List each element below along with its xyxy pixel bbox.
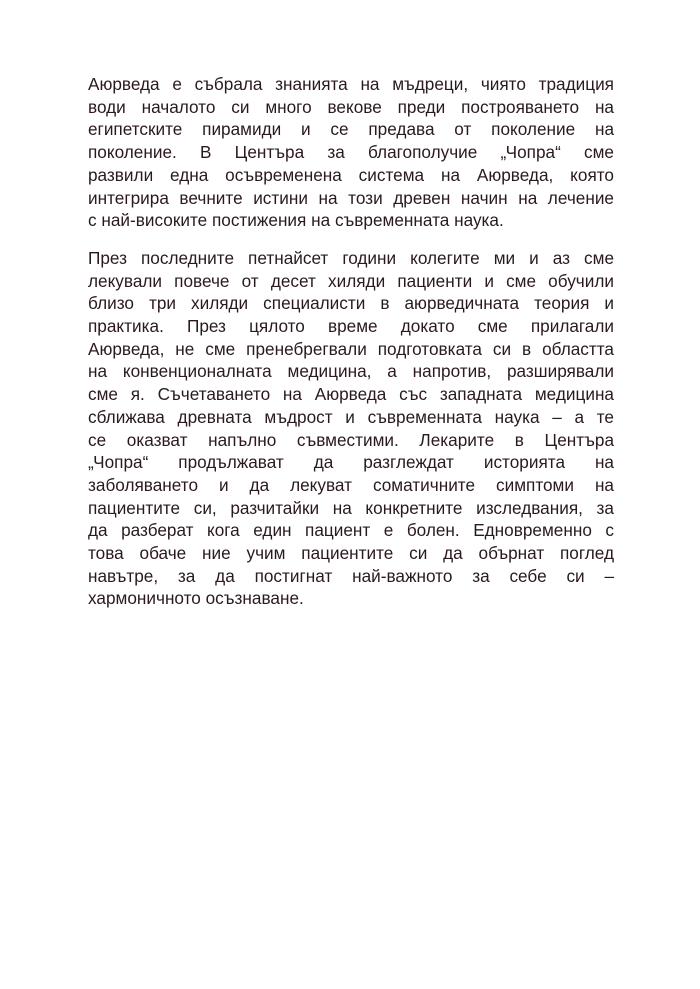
document-body [88, 73, 614, 610]
text-line: сближава древната мъдрост и съвременната наука – а те [88, 406, 614, 427]
text-line: да разберат кога един пациент е болен. Едновременно с [88, 520, 614, 541]
text-line: практика. През цялото време докато сме прилагали [88, 316, 614, 337]
text-line: поколение. В Центъра за благополучие „Чопра“ сме [88, 142, 614, 163]
text-line: През последните петнайсет години колегите ми и аз сме [88, 247, 614, 268]
text-line: Аюрведа, не сме пренебрегвали подготовката си в областта [88, 338, 614, 359]
text-line: египетските пирамиди и се предава от поколение на [88, 119, 614, 140]
paragraph-2 [88, 247, 614, 610]
text-line: води началото си много векове преди построяването на [88, 96, 614, 117]
text-line: пациентите си, разчитайки на конкретните изследвания, за [88, 497, 614, 518]
text-line: близо три хиляди специалисти в аюрведичната теория и [88, 293, 614, 314]
text-line: сме я. Съчетаването на Аюрведа със западната медицина [88, 384, 614, 405]
text-line: интегрира вечните истини на този древен начин на лечение [88, 187, 614, 208]
text-line: навътре, за да постигнат най-важното за себе си – [88, 565, 614, 586]
text-line: „Чопра“ продължават да разглеждат историята на [88, 452, 614, 473]
text-line: заболяването и да лекуват соматичните симптоми на [88, 474, 614, 495]
text-line: с най-високите постижения на съвременната наука. [88, 210, 504, 231]
text-line: Аюрведа е събрала знанията на мъдреци, чиято традиция [88, 74, 614, 94]
text-line: развили една осъвременена система на Аюрведа, която [88, 164, 614, 185]
text-line: това обаче ние учим пациентите си да обърнат поглед [88, 543, 614, 564]
paragraph-1 [88, 73, 614, 232]
text-line: хармоничното осъзнаване. [88, 588, 304, 609]
text-line: на конвенционалната медицина, а напротив, разширявали [88, 361, 614, 382]
text-line: лекували повече от десет хиляди пациенти и сме обучили [88, 270, 614, 291]
text-line: се оказват напълно съвместими. Лекарите в Центъра [88, 429, 614, 450]
